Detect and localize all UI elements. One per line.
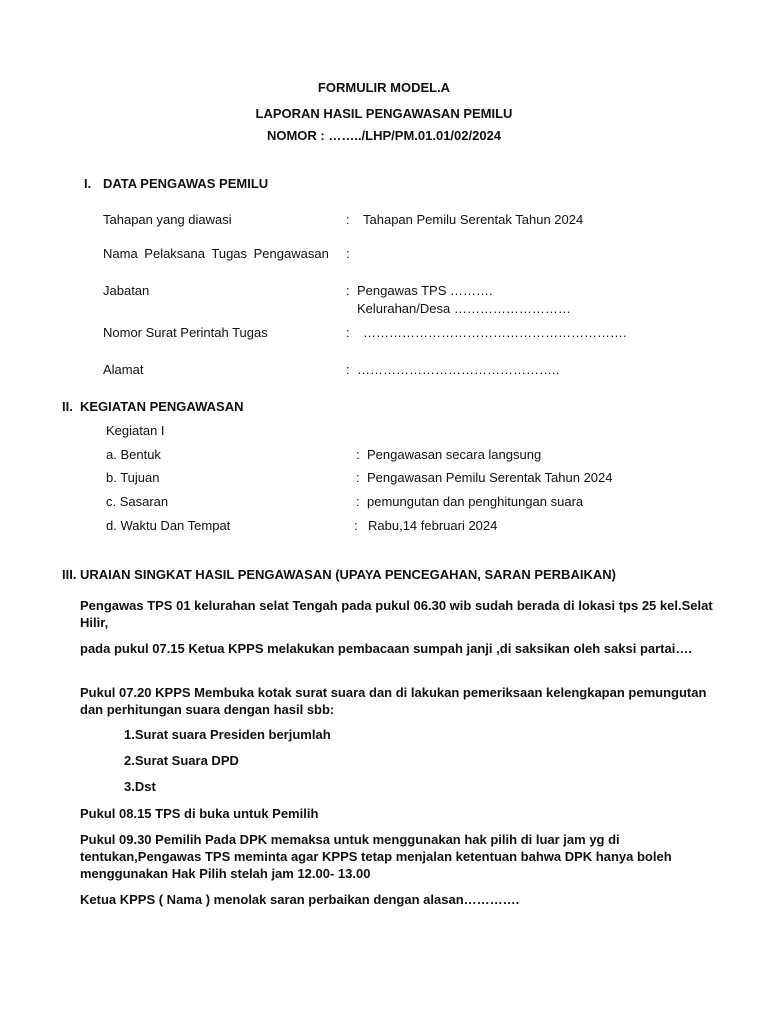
report-paragraph: Ketua KPPS ( Nama ) menolak saran perbaikan dengan alasan…………. [80,892,520,907]
activity-value-sasaran: pemungutan dan penghitungan suara [367,494,584,509]
field-value-jabatan: Pengawas TPS ………. [357,283,493,298]
activity-title: Kegiatan I [106,423,165,438]
form-title: FORMULIR MODEL.A [317,80,451,95]
field-colon: : [346,212,350,227]
activity-label-bentuk: a. Bentuk [106,447,161,462]
field-label-nama: Nama Pelaksana Tugas Pengawasan [103,246,329,261]
field-colon: : [346,362,350,377]
activity-label-tujuan: b. Tujuan [106,470,160,485]
field-colon: : [356,447,360,462]
field-colon: : [346,283,350,298]
activity-value-waktu: Rabu,14 februari 2024 [368,518,498,533]
field-colon: : [354,518,358,533]
section1-number: I. [84,176,92,191]
activity-value-bentuk: Pengawasan secara langsung [367,447,542,462]
field-value-alamat: ……………………………………….. [357,362,560,377]
report-paragraph: Pukul 09.30 Pemilih Pada DPK memaksa untuk menggunakan hak pilih di luar jam yg di tentukan,Pengawas TPS meminta agar KPPS tetap menjalan ketentuan bahwa DPK hanya boleh menggunakan Hak Pilih stelah jam 12.00- 13.00 [80,832,672,881]
section3-heading: URAIAN SINGKAT HASIL PENGAWASAN (UPAYA PENCEGAHAN, SARAN PERBAIKAN) [80,567,616,582]
list-item: 3.Dst [124,779,156,794]
field-label-alamat: Alamat [103,362,144,377]
field-colon: : [356,494,360,509]
field-colon: : [346,246,350,261]
report-title: LAPORAN HASIL PENGAWASAN PEMILU [255,106,513,121]
section2-heading: KEGIATAN PENGAWASAN [80,399,244,414]
field-colon: : [346,325,350,340]
report-number: NOMOR : ……../LHP/PM.01.01/02/2024 [266,128,502,143]
section1-heading: DATA PENGAWAS PEMILU [103,176,269,191]
field-value-nomor-surat: ……………………………………………………. [363,325,627,340]
field-label-nomor-surat: Nomor Surat Perintah Tugas [103,325,268,340]
field-label-tahapan: Tahapan yang diawasi [103,212,232,227]
activity-value-tujuan: Pengawasan Pemilu Serentak Tahun 2024 [367,470,613,485]
field-label-jabatan: Jabatan [103,283,150,298]
activity-label-sasaran: c. Sasaran [106,494,169,509]
report-paragraph: pada pukul 07.15 Ketua KPPS melakukan pembacaan sumpah janji ,di saksikan oleh saksi partai…. [80,641,692,656]
field-colon: : [356,470,360,485]
field-value-tahapan: Tahapan Pemilu Serentak Tahun 2024 [363,212,584,227]
list-item: 2.Surat Suara DPD [124,753,239,768]
report-paragraph: Pukul 08.15 TPS di buka untuk Pemilih [80,806,319,821]
list-item: 1.Surat suara Presiden berjumlah [124,727,331,742]
activity-label-waktu: d. Waktu Dan Tempat [106,518,231,533]
report-paragraph: Pengawas TPS 01 kelurahan selat Tengah pada pukul 06.30 wib sudah berada di lokasi tps 25 kel.Selat Hilir, [80,598,713,630]
section3-number: III. [62,567,77,582]
report-paragraph: Pukul 07.20 KPPS Membuka kotak surat suara dan di lakukan pemeriksaan kelengkapan pemungutan dan perhitungan suara dengan hasil sbb: [80,685,707,717]
field-value-kelurahan: Kelurahan/Desa ……………………… [357,301,571,316]
section2-number: II. [62,399,73,414]
